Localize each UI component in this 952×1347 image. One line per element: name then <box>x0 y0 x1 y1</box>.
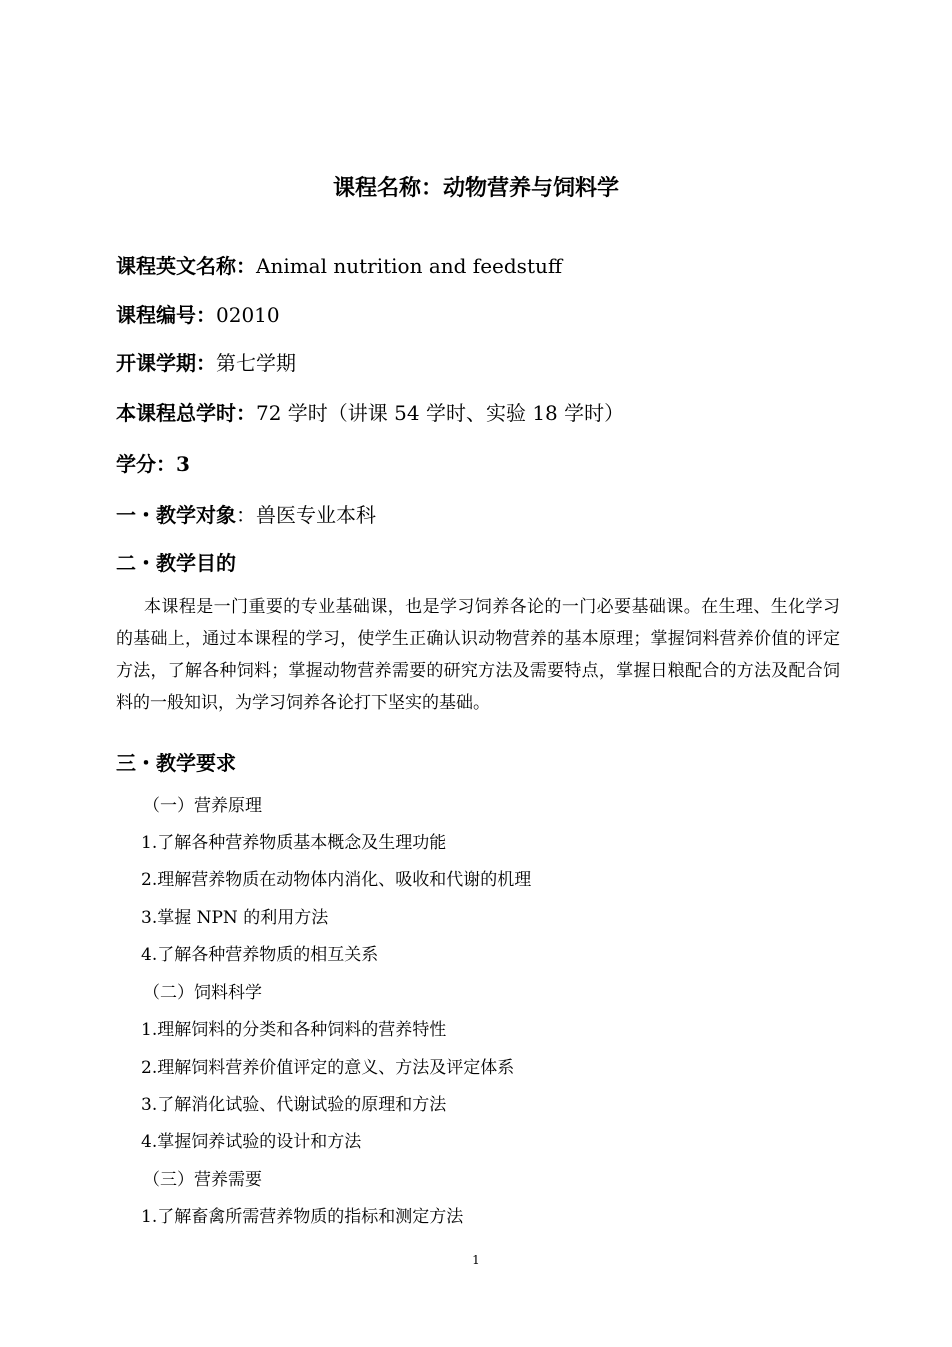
field-semester-value: 第七学期 <box>216 351 296 375</box>
field-course-code-value: 02010 <box>216 303 280 327</box>
field-course-code-label: 课程编号： <box>116 303 216 327</box>
section-heading-requirements <box>116 748 236 778</box>
field-total-hours-label: 本课程总学时： <box>116 401 256 425</box>
field-english-name <box>116 251 562 281</box>
field-credits-value: 3 <box>176 452 190 476</box>
list-item: 1.了解畜禽所需营养物质的指标和测定方法 <box>141 1207 464 1227</box>
section-heading-audience <box>116 500 376 530</box>
section-heading-audience-value: ：兽医专业本科 <box>236 503 376 527</box>
list-item: 2.理解饲料营养价值评定的意义、方法及评定体系 <box>141 1058 515 1078</box>
list-item: 1.了解各种营养物质基本概念及生理功能 <box>141 833 447 853</box>
field-total-hours-value: 72 学时（讲课 54 学时、实验 18 学时） <box>256 401 625 425</box>
list-item: 1.理解饲料的分类和各种饲料的营养特性 <box>141 1020 447 1040</box>
section-heading-requirements-title: 三・教学要求 <box>116 751 236 775</box>
field-credits <box>116 449 190 479</box>
list-item: （二）饲料科学 <box>143 983 262 1003</box>
course-title: 课程名称：动物营养与饲料学 <box>332 175 619 201</box>
field-credits-label: 学分： <box>116 452 176 476</box>
list-item: 4.掌握饲养试验的设计和方法 <box>141 1132 362 1152</box>
field-semester <box>116 348 296 378</box>
field-english-name-value: Animal nutrition and feedstuff <box>256 254 563 278</box>
field-course-code <box>116 300 280 330</box>
list-item: （一）营养原理 <box>143 796 262 816</box>
field-total-hours <box>116 398 624 428</box>
section-heading-purpose-title: 二・教学目的 <box>116 551 236 575</box>
field-semester-label: 开课学期： <box>116 351 216 375</box>
field-english-name-label: 课程英文名称： <box>116 254 256 278</box>
list-item: 2.理解营养物质在动物体内消化、吸收和代谢的机理 <box>141 870 532 890</box>
page-number: 1 <box>472 1253 480 1267</box>
section-heading-purpose <box>116 548 236 578</box>
list-item: 3.掌握 NPN 的利用方法 <box>141 908 329 928</box>
list-item: 3.了解消化试验、代谢试验的原理和方法 <box>141 1095 447 1115</box>
purpose-paragraph: 本课程是一门重要的专业基础课，也是学习饲养各论的一门必要基础课。在生理、生化学习的基础上，通过本课程的学习，使学生正确认识动物营养的基本原理；掌握饲料营养价值的评定方法，了解各种饲料；掌握动物营养需要的研究方法及需要特点，掌握日粮配合的方法及配合饲料的一般知识，为学习饲养各论打下坚实的基础。 <box>116 597 840 713</box>
list-item: （三）营养需要 <box>143 1170 262 1190</box>
list-item: 4.了解各种营养物质的相互关系 <box>141 945 379 965</box>
section-heading-audience-title: 一・教学对象 <box>116 503 236 527</box>
